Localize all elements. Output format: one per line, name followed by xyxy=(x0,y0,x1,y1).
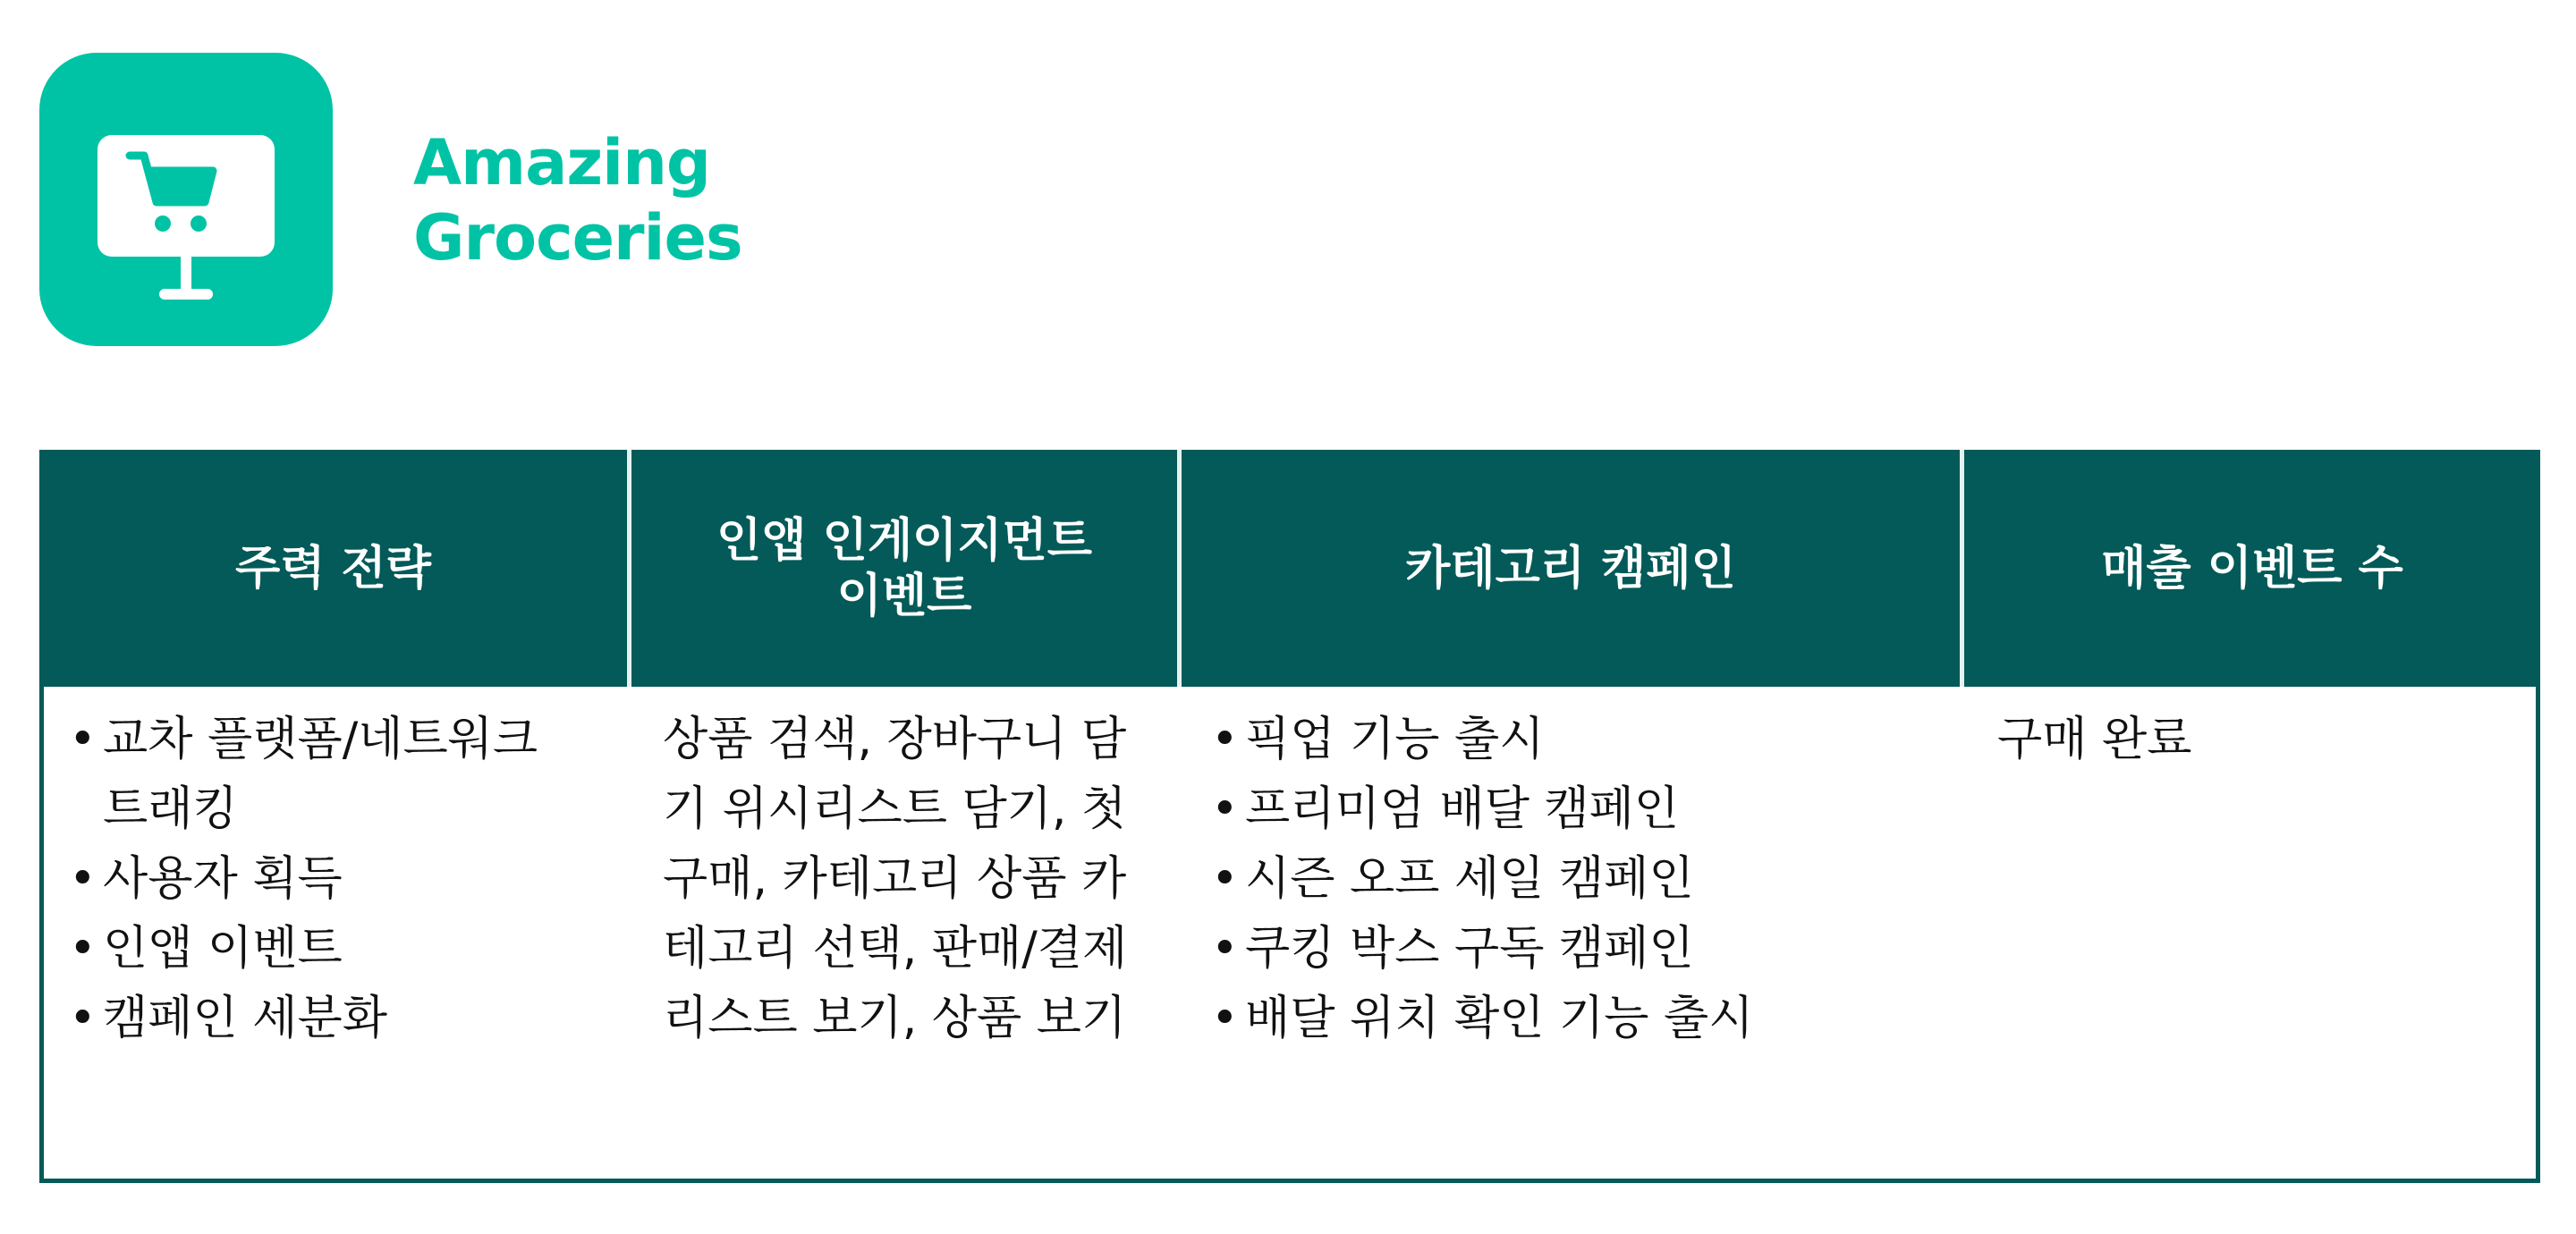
list-item: • 사용자 획득 xyxy=(67,844,586,914)
header-cell-in-app-events xyxy=(631,450,1177,687)
header-cell-category-campaign xyxy=(1182,450,1960,687)
header-label: 인앱 인게이지먼트 이벤트 xyxy=(716,513,1092,623)
strategy-list xyxy=(67,705,586,1053)
cell-strategy xyxy=(67,705,586,1053)
list-item: • 캠페인 세분화 xyxy=(67,984,586,1053)
brand-name xyxy=(413,125,742,275)
list-item: • 쿠킹 박스 구독 캠페인 xyxy=(1209,914,1943,984)
list-item: • 배달 위치 확인 기능 출시 xyxy=(1209,984,1943,1053)
cell-in-app-events: 상품 검색, 장바구니 담기 위시리스트 담기, 첫 구매, 카테고리 상품 카테고리 선택, 판매/결제 리스트 보기, 상품 보기 xyxy=(663,713,1128,1045)
cell-revenue-events: 구매 완료 xyxy=(1997,713,2192,766)
header-label: 주력 전략 xyxy=(234,541,432,596)
strategy-table xyxy=(39,450,2540,1183)
header-cell-strategy xyxy=(39,450,627,687)
cell-category-campaign xyxy=(1209,705,1943,1053)
shopping-cart-on-monitor-icon xyxy=(39,53,333,346)
app-logo xyxy=(39,53,333,346)
header-cell-revenue-events xyxy=(1964,450,2540,687)
list-item: • 인앱 이벤트 xyxy=(67,914,586,984)
campaign-list xyxy=(1209,705,1943,1053)
list-item: • 시즌 오프 세일 캠페인 xyxy=(1209,844,1943,914)
list-item: • 프리미엄 배달 캠페인 xyxy=(1209,774,1943,844)
table-header xyxy=(39,450,2540,687)
brand-name-line2: Groceries xyxy=(413,201,742,275)
header-label: 매출 이벤트 수 xyxy=(2101,541,2403,596)
list-item: • 교차 플랫폼/네트워크 트래킹 xyxy=(67,705,586,844)
header-label: 카테고리 캠페인 xyxy=(1405,541,1736,596)
list-item: • 픽업 기능 출시 xyxy=(1209,705,1943,774)
brand-name-line1: Amazing xyxy=(413,126,711,199)
